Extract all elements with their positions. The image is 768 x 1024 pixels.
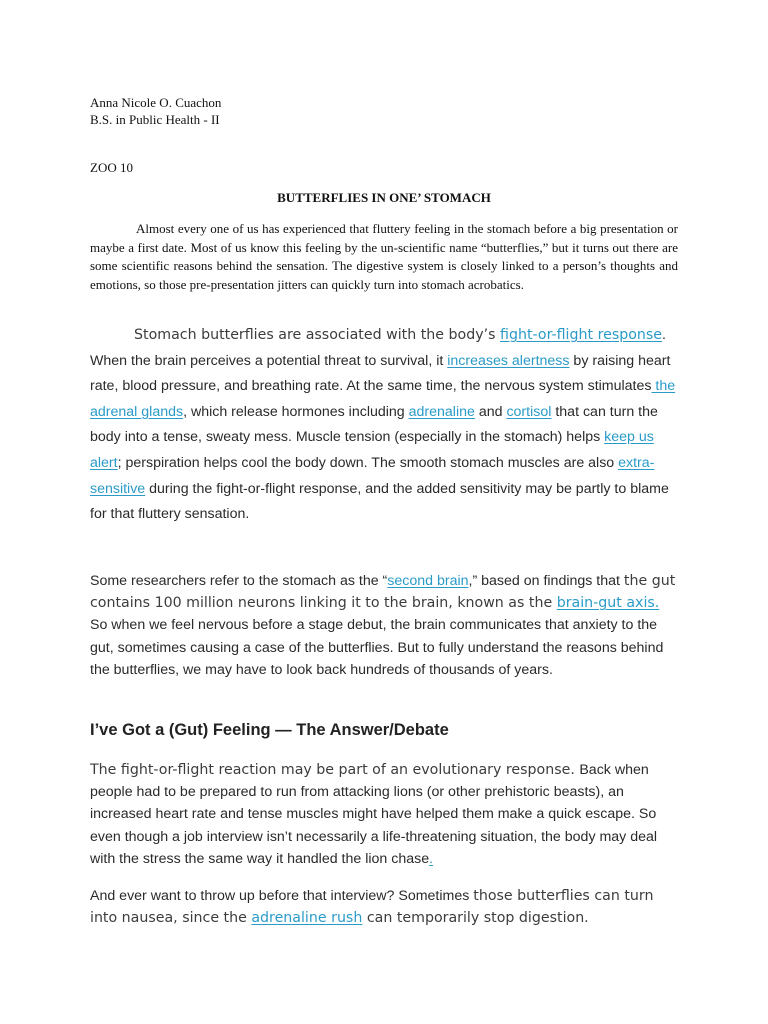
lion-chase-link[interactable]: . <box>429 850 434 867</box>
para4-text-3: can temporarily stop digestion. <box>362 910 589 927</box>
para1-text-8: during the fight-or-flight response, and the added sensitivity may be partly to blame for that fluttery sensation. <box>90 480 669 523</box>
increases-alertness-link[interactable]: increases alertness <box>447 352 570 369</box>
second-brain-link[interactable]: second brain <box>387 573 469 589</box>
para1-text-7: ; perspiration helps cool the body down. The smooth stomach muscles are also <box>117 454 619 471</box>
brain-gut-axis-link[interactable]: brain-gut axis. <box>556 595 660 612</box>
paragraph-fight-or-flight <box>90 323 680 528</box>
para1-text-4: , which release hormones including <box>183 403 409 420</box>
extra-sensitive-link[interactable]: extra-sensitive <box>90 454 655 497</box>
para1-text-3: by raising heart rate, blood pressure, and breathing rate. At the same time, the nervous system stimulates <box>90 352 671 395</box>
adrenal-glands-link[interactable]: the adrenal glands <box>90 378 676 420</box>
intro-paragraph: Almost every one of us has experienced that fluttery feeling in the stomach before a big presentation or maybe a first date. Most of us know this feeling by the un-scientific name “butterflies,” but it turns out there are some scientific reasons behind the sensation. The digestive system is closely linked to a person’s thoughts and emotions, so those pre-presentation jitters can quickly turn into stomach acrobatics. <box>90 221 678 293</box>
adrenaline-rush-link[interactable]: adrenaline rush <box>251 910 363 927</box>
para3-text-2: Back when people had to be prepared to run from attacking lions (or other prehistoric beasts), an increased heart rate and tense muscles might have helped them make a quick escape. So even though a job interview isn’t necessarily a life-threatening situation, the body may deal with the stress the same way it handled the lion chase <box>90 762 658 867</box>
course-code: ZOO 10 <box>90 160 133 175</box>
para2-text-3: the gut contains 100 million neurons linking it to the brain, known as the <box>90 573 676 612</box>
section-heading: I’ve Got a (Gut) Feeling — The Answer/Debate <box>90 721 449 739</box>
para2-text-4: So when we feel nervous before a stage debut, the brain communicates that anxiety to the gut, sometimes causing a case of the butterflies. But to fully understand the reasons behind the butterflies, we may have to look back hundreds of thousands of years. <box>90 617 664 678</box>
para4-text-1: And ever want to throw up before that interview? Sometimes <box>90 888 474 904</box>
paragraph-nausea <box>90 885 680 929</box>
para4-text-2: those butterflies can turn into nausea, since the <box>90 888 654 927</box>
keep-us-alert-link[interactable]: keep us alert <box>90 429 654 471</box>
cortisol-link[interactable]: cortisol <box>506 403 552 420</box>
adrenaline-link[interactable]: adrenaline <box>408 403 475 420</box>
para1-text-5: and <box>474 403 507 420</box>
paragraph-second-brain <box>90 570 680 681</box>
para1-text-2: . When the brain perceives a potential threat to survival, it <box>90 327 666 369</box>
paragraph-evolutionary-response <box>90 759 680 870</box>
fight-or-flight-link[interactable]: fight-or-flight response <box>500 327 663 343</box>
program-line: B.S. in Public Health - II <box>90 112 220 127</box>
document-title: BUTTERFLIES IN ONE’ STOMACH <box>277 190 491 205</box>
para2-text-2: ,” based on findings that <box>468 573 624 589</box>
para2-text-1: Some researchers refer to the stomach as the “ <box>90 573 388 589</box>
author-name: Anna Nicole O. Cuachon <box>90 95 222 110</box>
para1-text-1: Stomach butterflies are associated with the body’s <box>134 327 501 343</box>
para1-text-6: that can turn the body into a tense, sweaty mess. Muscle tension (especially in the stomach) helps <box>90 403 658 446</box>
para3-text-1: The fight-or-flight reaction may be part of an evolutionary response. <box>90 762 580 778</box>
